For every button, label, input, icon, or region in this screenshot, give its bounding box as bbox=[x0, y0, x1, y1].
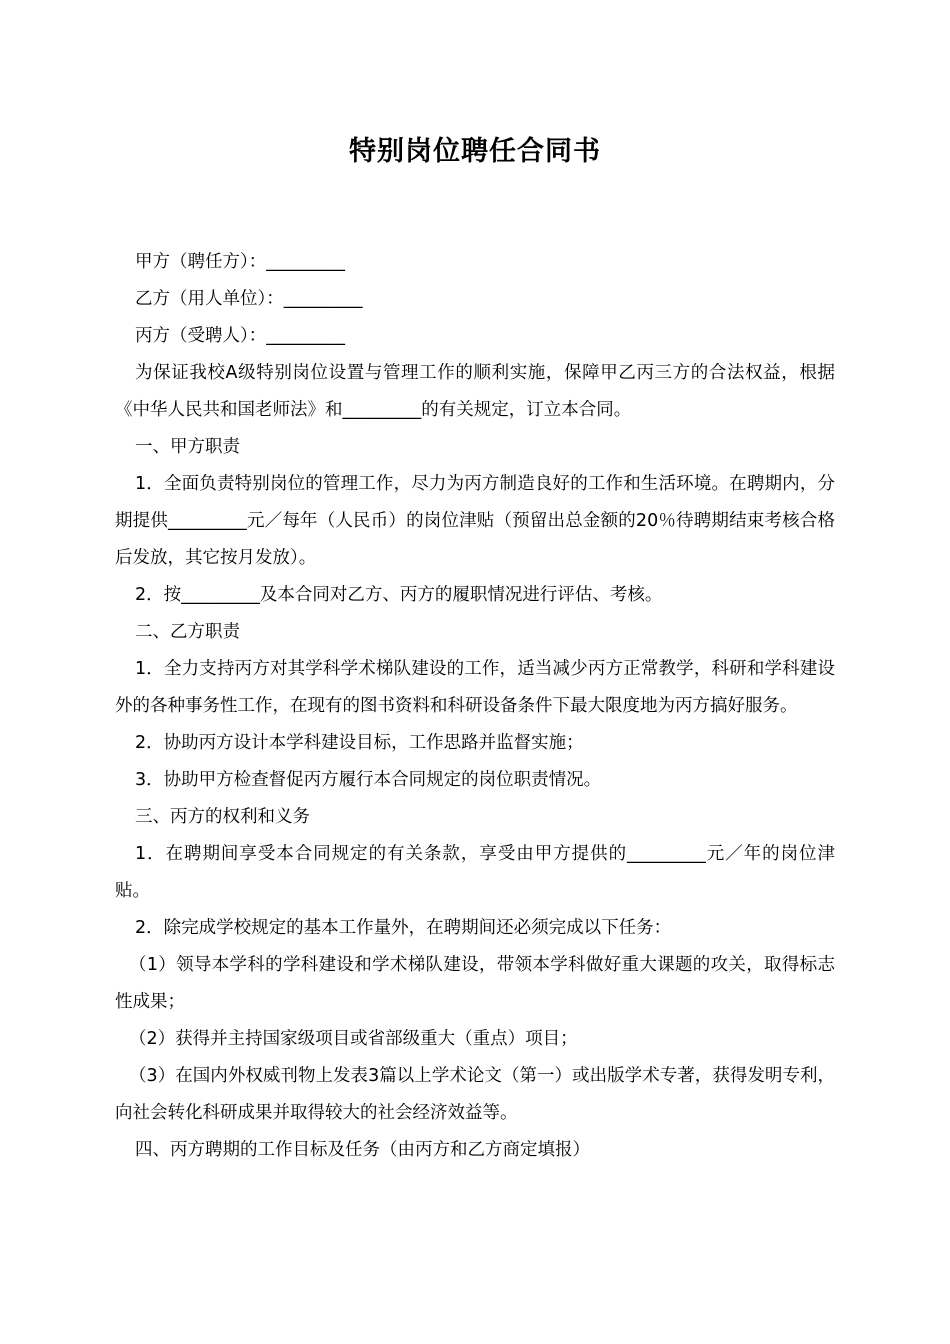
preamble-paragraph: 为保证我校A级特别岗位设置与管理工作的顺利实施，保障甲乙丙三方的合法权益，根据《中华人民共和国老师法》和_________的有关规定，订立本合同。 bbox=[115, 363, 835, 420]
party-c-line: 丙方（受聘人）：_________ bbox=[135, 326, 345, 346]
section-heading-work-goals: 四、丙方聘期的工作目标及任务（由丙方和乙方商定填报） bbox=[135, 1140, 590, 1160]
party-c-task-2: （2）获得并主持国家级项目或省部级重大（重点）项目； bbox=[129, 1029, 578, 1049]
party-b-duty-1: 1．全力支持丙方对其学科学术梯队建设的工作，适当减少丙方正常教学，科研和学科建设外的各种事务性工作，在现有的图书资料和科研设备条件下最大限度地为丙方搞好服务。 bbox=[115, 659, 835, 716]
party-a-duty-1: 1．全面负责特别岗位的管理工作，尽力为丙方制造良好的工作和生活环境。在聘期内，分期提供_________元／每年（人民币）的岗位津贴（预留出总金额的20％待聘期结束考核合格后发放，其它按月发放）。 bbox=[115, 474, 835, 568]
section-heading-party-a: 一、甲方职责 bbox=[135, 437, 240, 457]
section-heading-party-c: 三、丙方的权利和义务 bbox=[135, 807, 310, 827]
party-c-task-3: （3）在国内外权威刊物上发表3篇以上学术论文（第一）或出版学术专著，获得发明专利，向社会转化科研成果并取得较大的社会经济效益等。 bbox=[115, 1066, 835, 1123]
party-b-duty-3: 3．协助甲方检查督促丙方履行本合同规定的岗位职责情况。 bbox=[135, 770, 602, 790]
party-c-right-1: 1．在聘期间享受本合同规定的有关条款，享受由甲方提供的_________元／年的岗位津贴。 bbox=[115, 844, 835, 901]
party-a-line: 甲方（聘任方）：_________ bbox=[135, 252, 345, 272]
document-body bbox=[115, 244, 835, 1169]
section-heading-party-b: 二、乙方职责 bbox=[135, 622, 240, 642]
party-b-line: 乙方（用人单位）：_________ bbox=[135, 289, 363, 309]
party-c-right-2: 2．除完成学校规定的基本工作量外，在聘期间还必须完成以下任务： bbox=[135, 918, 672, 938]
party-b-duty-2: 2．协助丙方设计本学科建设目标，工作思路并监督实施； bbox=[135, 733, 584, 753]
party-a-duty-2: 2．按_________及本合同对乙方、丙方的履职情况进行评估、考核。 bbox=[135, 585, 663, 605]
party-c-task-1: （1）领导本学科的学科建设和学术梯队建设，带领本学科做好重大课题的攻关，取得标志性成果； bbox=[115, 955, 835, 1012]
document-title: 特别岗位聘任合同书 bbox=[349, 136, 601, 167]
